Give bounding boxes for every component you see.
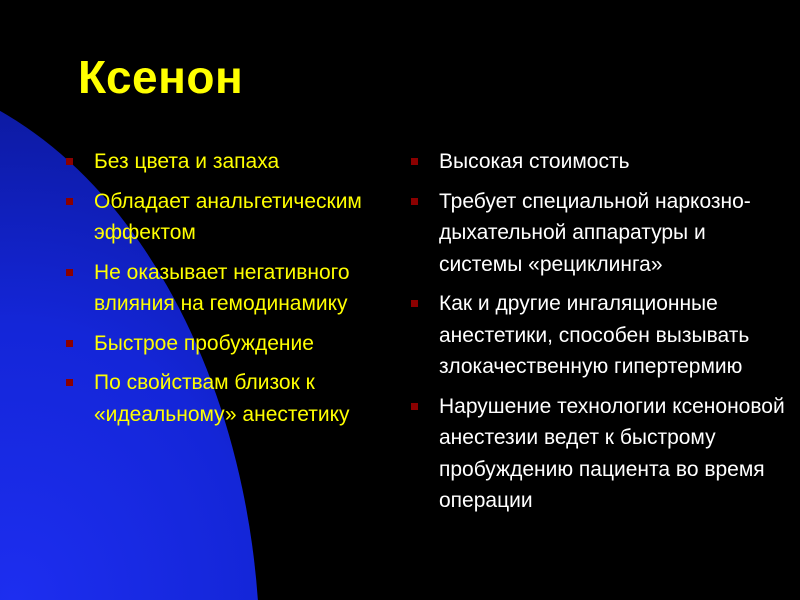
disadvantage-item xyxy=(407,146,787,178)
square-bullet-icon xyxy=(411,300,418,307)
disadvantage-text: Нарушение технологии ксеноновой анестезии ведет к быстрому пробуждению пациента во время операции xyxy=(439,394,785,512)
disadvantage-item xyxy=(407,288,787,383)
square-bullet-icon xyxy=(66,379,73,386)
advantages-list xyxy=(62,146,382,438)
square-bullet-icon xyxy=(66,198,73,205)
advantage-item xyxy=(62,367,382,430)
advantage-item xyxy=(62,257,382,320)
square-bullet-icon xyxy=(66,158,73,165)
disadvantage-text: Требует специальной наркозно-дыхательной аппаратуры и системы «рециклинга» xyxy=(439,189,751,276)
square-bullet-icon xyxy=(411,198,418,205)
square-bullet-icon xyxy=(66,340,73,347)
advantage-text: По свойствам близок к «идеальному» анестетику xyxy=(94,371,350,426)
advantage-text: Не оказывает негативного влияния на гемодинамику xyxy=(94,260,350,315)
advantage-item xyxy=(62,146,382,178)
square-bullet-icon xyxy=(411,158,418,165)
square-bullet-icon xyxy=(411,403,418,410)
advantage-text: Быстрое пробуждение xyxy=(94,331,314,355)
slide-title: Ксенон xyxy=(78,51,244,103)
advantage-item xyxy=(62,328,382,360)
advantage-item xyxy=(62,186,382,249)
disadvantage-item xyxy=(407,391,787,517)
advantage-text: Без цвета и запаха xyxy=(94,150,280,173)
disadvantage-text: Высокая стоимость xyxy=(439,150,630,173)
disadvantages-list xyxy=(407,146,787,525)
disadvantage-item xyxy=(407,186,787,281)
square-bullet-icon xyxy=(66,269,73,276)
advantage-text: Обладает анальгетическим эффектом xyxy=(94,189,362,244)
disadvantage-text: Как и другие ингаляционные анестетики, способен вызывать злокачественную гипертермию xyxy=(439,292,750,378)
